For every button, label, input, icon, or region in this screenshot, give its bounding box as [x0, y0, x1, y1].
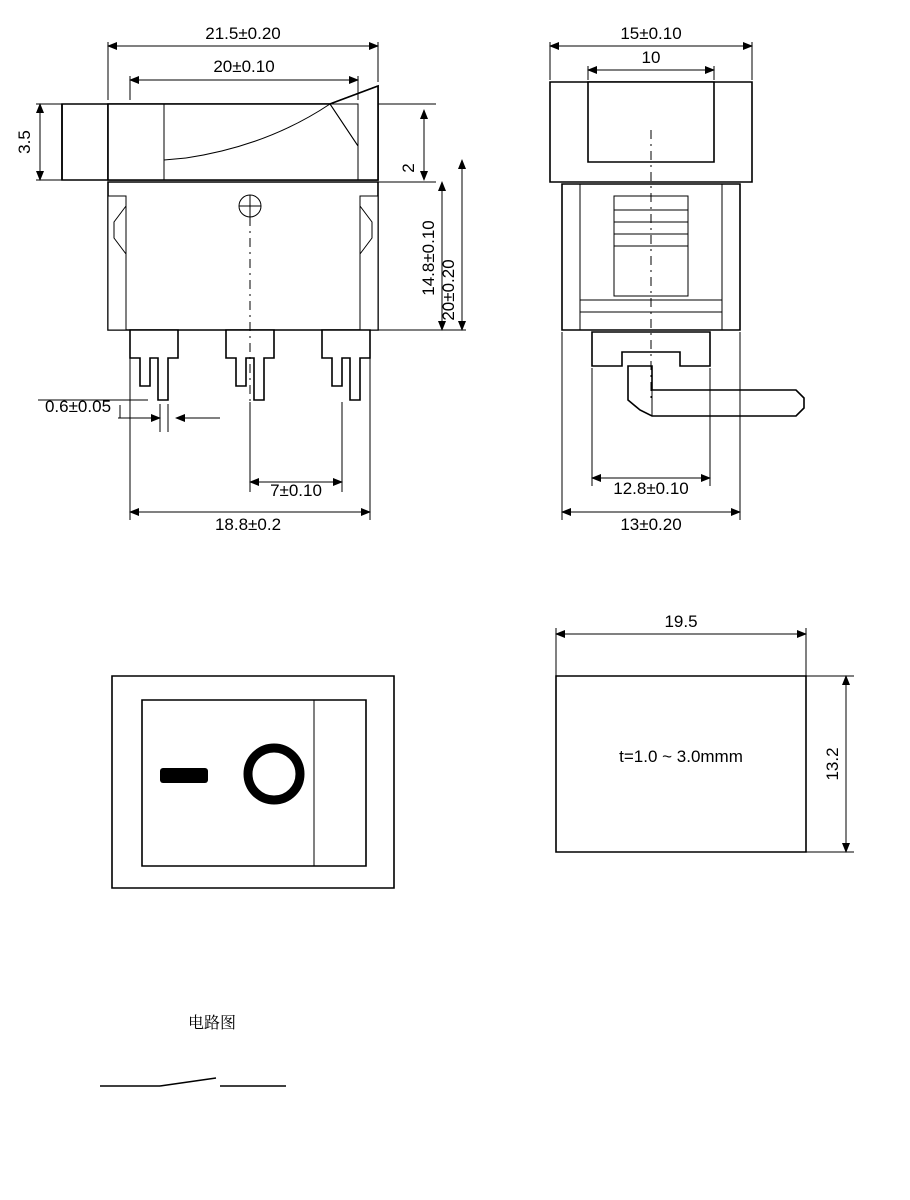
dim-bezel-thickness-label: 3.5 [15, 130, 34, 154]
on-bar-symbol [160, 768, 208, 783]
dim-cutout-height [823, 676, 846, 852]
cutout-thickness-note: t=1.0 ~ 3.0mmm [619, 747, 743, 766]
dim-side-overall-width-label: 15±0.10 [620, 24, 682, 43]
dim-side-body-width [562, 512, 740, 534]
circuit-diagram-view [100, 1013, 286, 1086]
front-view-body [108, 182, 378, 330]
circuit-diagram-title: 电路图 [188, 1013, 237, 1032]
dim-side-inner-width [588, 48, 714, 70]
dim-body-width-label: 18.8±0.2 [214, 515, 282, 534]
dim-flange-thickness [399, 110, 424, 180]
dim-bezel-thickness [15, 104, 40, 180]
side-view-terminals [592, 332, 804, 416]
dim-cutout-width-label: 19.5 [664, 612, 698, 631]
dim-body-height-label: 14.8±0.10 [419, 220, 438, 296]
dim-overall-height-label: 20±0.20 [439, 259, 458, 321]
dim-body-width [130, 512, 370, 534]
dim-side-overall-width [550, 24, 752, 46]
panel-cutout-view [556, 612, 854, 852]
dim-cutout-width [556, 612, 806, 634]
dim-cutout-height-label: 13.2 [823, 747, 842, 781]
dim-bezel-width-label: 20±0.10 [213, 57, 275, 76]
dim-terminal-pitch [250, 481, 342, 500]
dim-side-terminal-span-label: 12.8±0.10 [613, 479, 689, 498]
side-view-rocker [588, 82, 714, 162]
dim-terminal-pitch-label: 7±0.10 [270, 481, 322, 500]
front-view [15, 24, 466, 534]
switch-face-view [112, 676, 394, 888]
dim-flange-thickness-label: 2 [399, 163, 418, 173]
dim-side-inner-width-label: 10 [641, 48, 661, 67]
front-view-rocker-bezel [62, 86, 378, 180]
dim-overall-width-label: 21.5±0.20 [205, 24, 281, 43]
dim-bezel-width [130, 57, 358, 80]
side-view [550, 24, 804, 534]
dim-side-terminal-span [592, 478, 710, 498]
dim-terminal-thickness-label: 0.6±0.05 [44, 397, 112, 416]
dim-side-body-width-label: 13±0.20 [620, 515, 682, 534]
dim-overall-width [108, 24, 378, 46]
